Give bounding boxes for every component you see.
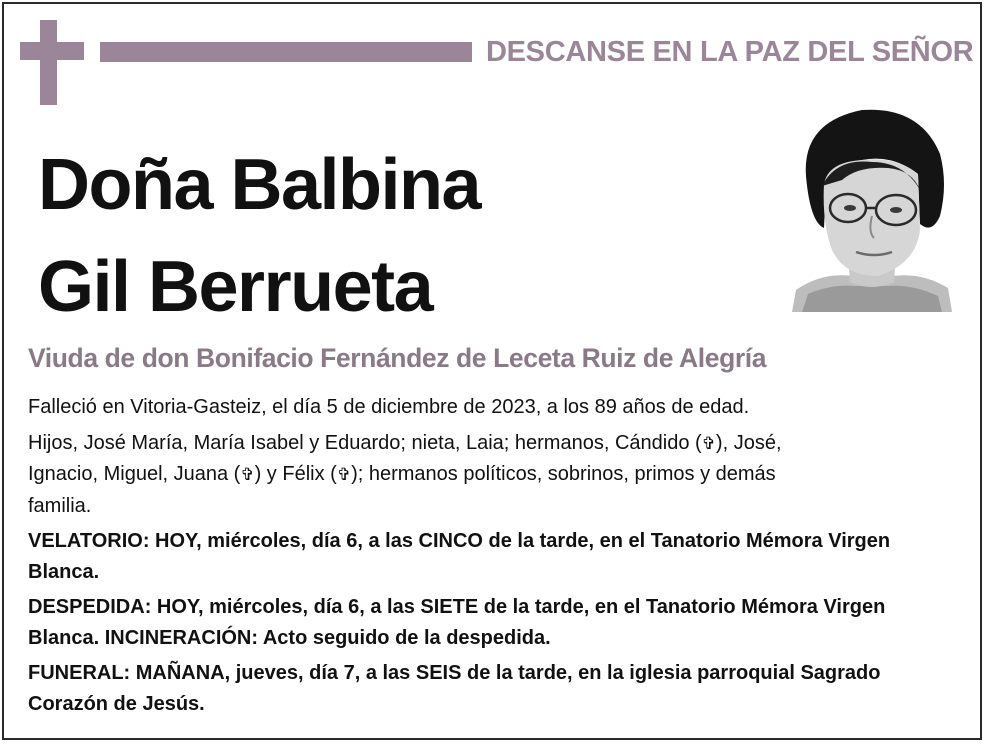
family-text-3: Ignacio, Miguel, Juana ( [28, 463, 241, 485]
family-text-1: Hijos, José María, María Isabel y Eduardo; nieta, Laia; hermanos, Cándido ( [28, 431, 702, 454]
deceased-name-line1: Doña Balbina [38, 145, 481, 225]
obituary-body [28, 392, 958, 724]
header-title: DESCANSE EN LA PAZ DEL SEÑOR [486, 36, 974, 68]
deceased-cross-icon: ✞ [336, 465, 352, 485]
family-text-2: ), José, [715, 431, 782, 454]
cross-vertical-bar [40, 20, 57, 105]
deceased-cross-icon: ✞ [240, 465, 255, 485]
velatorio-notice: VELATORIO: HOY, miércoles, día 6, a las CINCO de la tarde, en el Tanatorio Mémora Virgen Blanca. [28, 530, 891, 583]
family-text-4: ) y Félix ( [254, 463, 337, 485]
header-divider-bar [100, 42, 472, 62]
despedida-notice: DESPEDIDA: HOY, miércoles, día 6, a las SIETE de la tarde, en el Tanatorio Mémora Virgen Blanca. INCINERACIÓN: Acto seguido de la despedida. [28, 596, 886, 649]
deceased-cross-icon: ✞ [701, 433, 716, 454]
obituary-card [2, 2, 982, 740]
death-notice: Falleció en Vitoria-Gasteiz, el día 5 de diciembre de 2023, a los 89 años de edad. [28, 396, 750, 418]
funeral-notice: FUNERAL: MAÑANA, jueves, día 7, a las SEIS de la tarde, en la iglesia parroquial Sagrado Corazón de Jesús. [28, 662, 881, 715]
family-text-6: familia. [28, 494, 92, 517]
cross-horizontal-bar [20, 42, 84, 60]
deceased-photo [792, 104, 952, 312]
deceased-name [38, 134, 480, 338]
family-notice [28, 428, 958, 522]
widow-of-line: Viuda de don Bonifacio Fernández de Leceta Ruiz de Alegría [28, 343, 767, 373]
family-text-5: ); hermanos políticos, sobrinos, primos y demás [351, 463, 776, 485]
deceased-name-line2: Gil Berrueta [38, 247, 433, 327]
